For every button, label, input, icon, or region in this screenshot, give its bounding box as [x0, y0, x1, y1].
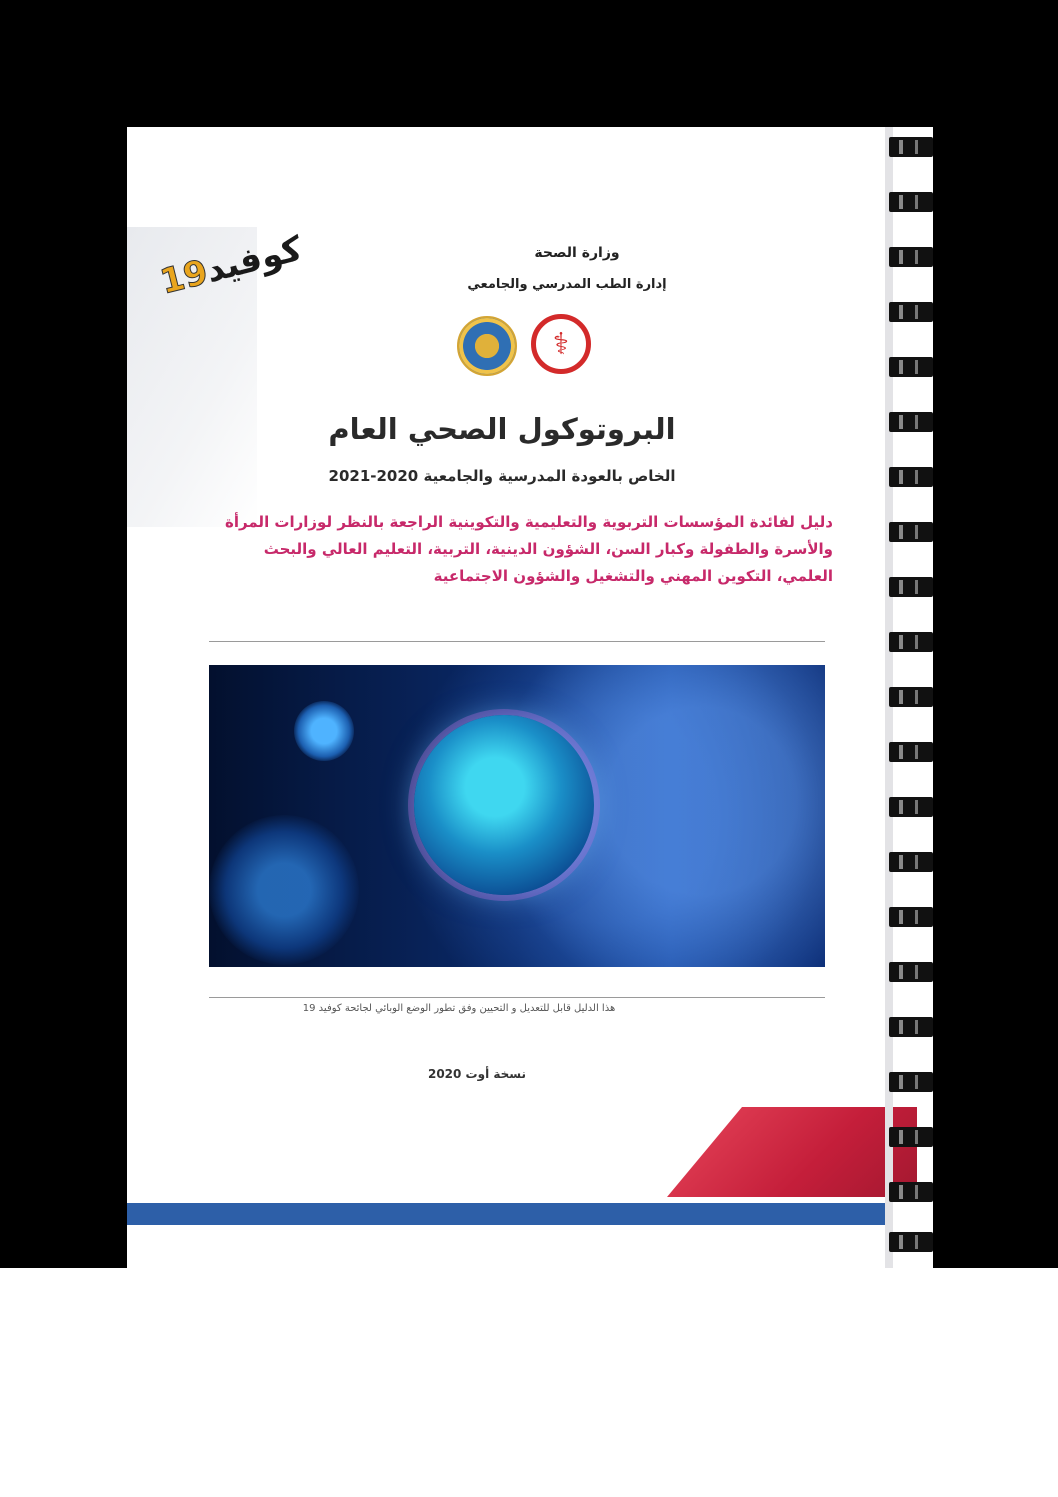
binding-ring	[889, 192, 933, 212]
binding-ring	[889, 1182, 933, 1202]
binding-ring	[889, 522, 933, 542]
revision-note: هذا الدليل قابل للتعديل و التحيين وفق تطور الوضع الوبائي لجائحة كوفيد 19	[302, 1003, 616, 1014]
version-label: نسخة أوت 2020	[427, 1067, 527, 1081]
binding-ring	[889, 1127, 933, 1147]
binding-ring	[889, 247, 933, 267]
binding-ring	[889, 357, 933, 377]
scan-border-top	[0, 0, 1058, 127]
virus-particle-icon	[414, 715, 594, 895]
binding-ring	[889, 1017, 933, 1037]
divider-bottom	[209, 997, 825, 998]
decorative-red-shape	[667, 1107, 917, 1197]
binding-ring	[889, 632, 933, 652]
document-cover-page	[127, 127, 933, 1268]
covid-badge-text: كوفيد	[202, 228, 306, 291]
scan-border-left	[0, 0, 127, 1268]
binding-ring	[889, 852, 933, 872]
ministry-name: وزارة الصحة	[534, 245, 620, 261]
spiral-binding	[885, 127, 933, 1268]
health-ministry-emblem-icon: ⚕	[531, 314, 591, 374]
school-health-emblem-icon	[457, 316, 517, 376]
decorative-blue-bar	[127, 1203, 887, 1225]
binding-ring	[889, 797, 933, 817]
coronavirus-illustration	[209, 665, 825, 967]
binding-ring	[889, 1072, 933, 1092]
virus-particle-icon	[294, 701, 354, 761]
binding-ring	[889, 412, 933, 432]
binding-ring	[889, 302, 933, 322]
binding-ring	[889, 1232, 933, 1252]
binding-ring	[889, 742, 933, 762]
covid-badge-number: 19	[156, 252, 212, 303]
department-name: إدارة الطب المدرسي والجامعي	[467, 277, 667, 292]
binding-ring	[889, 577, 933, 597]
document-title: البروتوكول الصحي العام	[328, 412, 676, 446]
binding-ring	[889, 687, 933, 707]
binding-ring	[889, 137, 933, 157]
document-subtitle: الخاص بالعودة المدرسية والجامعية 2020-2021	[328, 467, 676, 485]
binding-ring	[889, 962, 933, 982]
guide-description: دليل لفائدة المؤسسات التربوية والتعليمية والتكوينية الراجعة بالنظر لوزارات المرأة والأسرة والطفولة وكبار السن، الشؤون الدينية، التربية، التعليم العالي والبحث العلمي، التكوين المهني والتشغيل والشؤون الاجتماعية	[225, 513, 833, 585]
scan-margin-bottom	[0, 1268, 1058, 1497]
binding-ring	[889, 467, 933, 487]
virus-particle-icon	[209, 815, 359, 965]
binding-ring	[889, 907, 933, 927]
divider-top	[209, 641, 825, 642]
scan-border-right	[933, 0, 1058, 1268]
